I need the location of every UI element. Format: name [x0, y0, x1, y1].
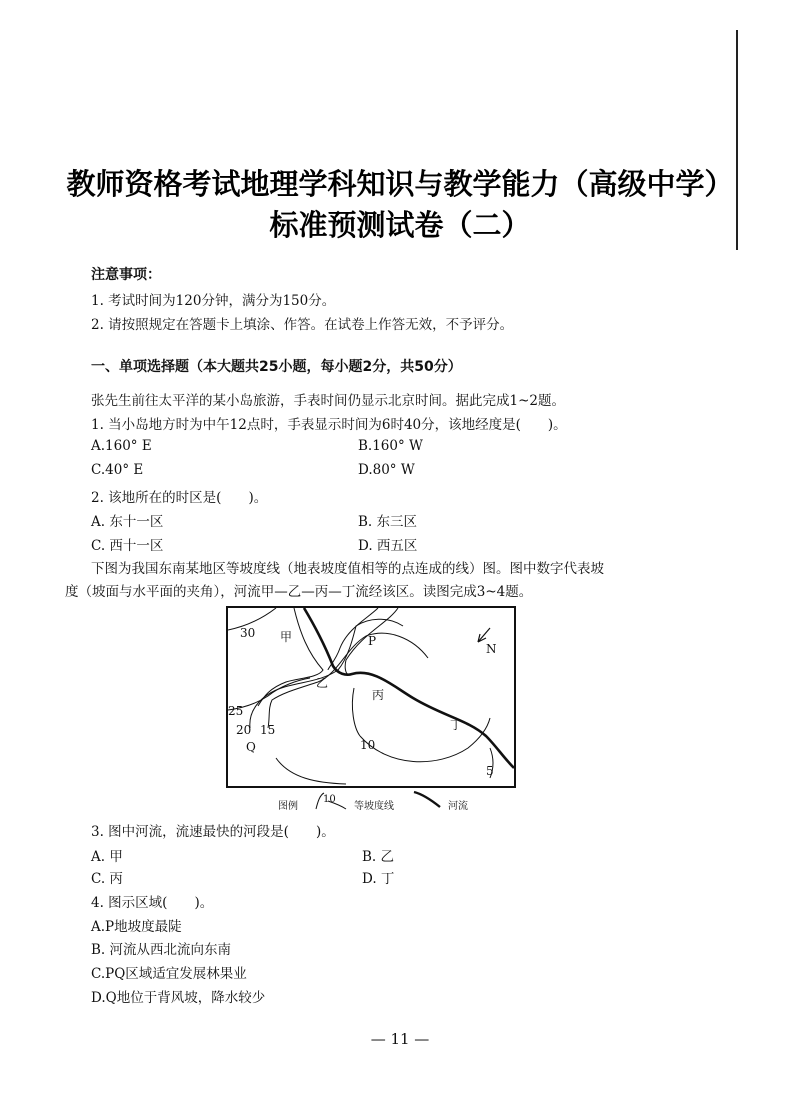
q1-option-a: A.160° E — [91, 438, 152, 454]
legend-river-symbol — [412, 789, 442, 809]
q3-option-c: C. 丙 — [91, 871, 123, 887]
q1-option-b: B.160° W — [358, 438, 423, 454]
q4-option-d: D.Q地位于背风坡，降水较少 — [91, 990, 266, 1006]
legend-contour-label: 等坡度线 — [354, 801, 394, 812]
map-label-15: 15 — [260, 723, 276, 737]
map-label-jia: 甲 — [280, 630, 293, 644]
q2-option-b: B. 东三区 — [358, 514, 418, 530]
map-label-30: 30 — [240, 626, 256, 640]
q2-option-c: C. 西十一区 — [91, 538, 164, 554]
map-label-yi: 乙 — [316, 676, 329, 690]
q4-stem: 4. 图示区域( )。 — [91, 895, 214, 911]
exam-title-line1: 教师资格考试地理学科知识与教学能力（高级中学） — [66, 167, 734, 201]
q3-option-d: D. 丁 — [362, 871, 395, 887]
passage2-line1: 下图为我国东南某地区等坡度线（地表坡度值相等的点连成的线）图。图中数字代表坡 — [91, 561, 604, 577]
map-label-n: N — [486, 642, 497, 656]
q1-stem: 1. 当小岛地方时为中午12点时，手表显示时间为6时40分，该地经度是( )。 — [91, 417, 567, 433]
legend-contour-value: 10 — [323, 794, 336, 805]
map-label-q: Q — [246, 740, 256, 754]
map-label-25: 25 — [228, 704, 244, 718]
q3-stem: 3. 图中河流，流速最快的河段是( )。 — [91, 824, 335, 840]
map-label-10: 10 — [360, 738, 376, 752]
q2-option-d: D. 西五区 — [358, 538, 418, 554]
notice-item-2: 2. 请按照规定在答题卡上填涂、作答。在试卷上作答无效，不予评分。 — [91, 317, 514, 333]
q2-option-a: A. 东十一区 — [91, 514, 164, 530]
map-label-20: 20 — [236, 723, 252, 737]
q1-option-d: D.80° W — [358, 462, 415, 478]
notice-heading: 注意事项： — [91, 267, 161, 283]
map-label-5: 5 — [486, 764, 494, 778]
passage2-line2: 度（坡面与水平面的夹角），河流甲—乙—丙—丁流经该区。读图完成3~4题。 — [65, 584, 533, 600]
contour-10 — [352, 688, 360, 736]
contour-q — [276, 758, 346, 784]
legend-title: 图例 — [278, 801, 298, 812]
notice-item-1: 1. 考试时间为120分钟，满分为150分。 — [91, 293, 336, 309]
q4-option-b: B. 河流从西北流向东南 — [91, 942, 232, 958]
q4-option-c: C.PQ区域适宜发展林果业 — [91, 966, 247, 982]
q3-option-a: A. 甲 — [91, 849, 123, 865]
slope-contour-map — [226, 606, 516, 788]
section1-heading: 一、单项选择题（本大题共25小题，每小题2分，共50分） — [91, 359, 462, 375]
map-label-bing: 丙 — [372, 688, 385, 702]
q1-option-c: C.40° E — [91, 462, 144, 478]
map-label-ding: 丁 — [450, 718, 463, 732]
legend-river-label: 河流 — [448, 801, 468, 812]
passage1: 张先生前往太平洋的某小岛旅游，手表时间仍显示北京时间。据此完成1~2题。 — [91, 393, 565, 409]
map-label-p: P — [368, 634, 377, 648]
q2-stem: 2. 该地所在的时区是( )。 — [91, 490, 268, 506]
q4-option-a: A.P地坡度最陡 — [91, 919, 182, 935]
exam-title-line2: 标准预测试卷（二） — [269, 208, 531, 242]
page-number: — 11 — — [370, 1030, 430, 1048]
river-path — [304, 608, 514, 768]
q3-option-b: B. 乙 — [362, 849, 395, 865]
